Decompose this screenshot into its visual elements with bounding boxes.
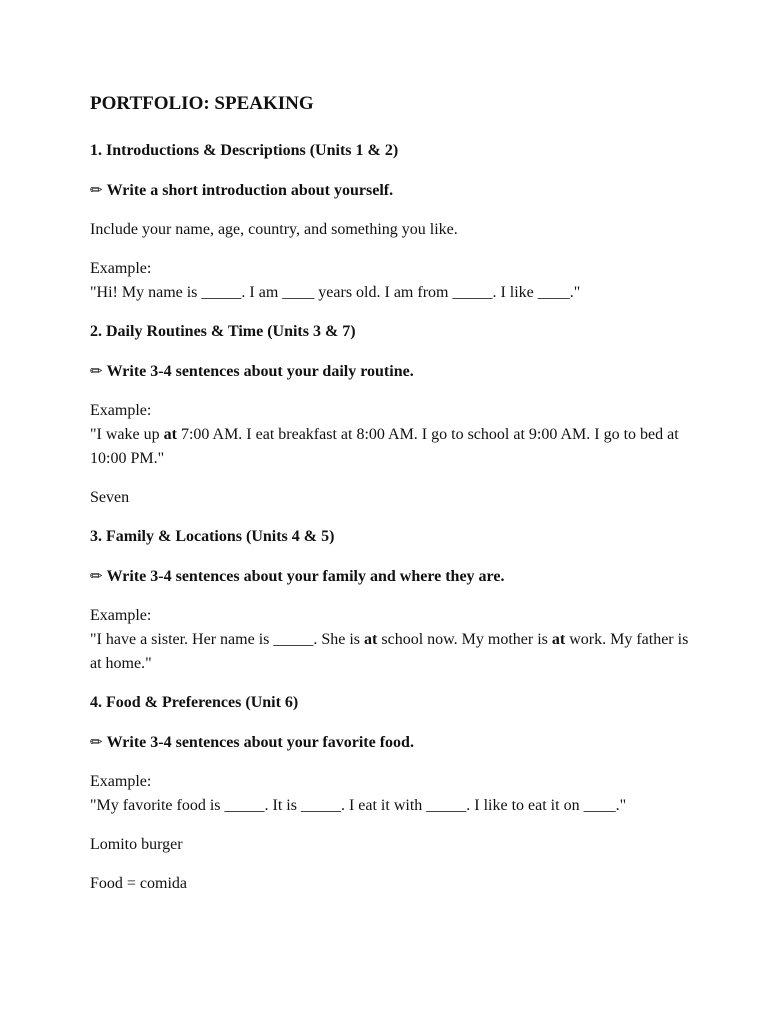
example-block xyxy=(90,257,690,305)
example-keyword: at xyxy=(551,631,566,648)
example-text xyxy=(90,423,690,471)
document-page xyxy=(90,92,690,911)
example-label: Example: xyxy=(90,402,152,419)
example-text: "Hi! My name is _____. I am ____ years old. I am from _____. I like ____." xyxy=(90,284,581,301)
section-heading: 4. Food & Preferences (Unit 6) xyxy=(90,694,299,711)
task-text: Write 3-4 sentences about your favorite food. xyxy=(106,734,414,751)
task-text: Write 3-4 sentences about your daily routine. xyxy=(106,363,414,380)
example-label: Example: xyxy=(90,260,152,277)
pencil-icon: ✏ xyxy=(90,181,103,199)
task-prompt xyxy=(90,178,690,203)
example-text-part: "I have a sister. Her name is _____. She is xyxy=(90,631,365,648)
example-block xyxy=(90,770,690,818)
example-label: Example: xyxy=(90,773,152,790)
example-keyword: at xyxy=(163,426,177,443)
example-text xyxy=(90,628,690,676)
section-heading: 1. Introductions & Descriptions (Units 1 & 2) xyxy=(90,142,399,159)
section-food-preferences xyxy=(90,691,690,896)
example-text-part: 7:00 AM. I eat breakfast at 8:00 AM. I go to school at 9:00 AM. I go to bed at 10:00 PM." xyxy=(90,426,679,467)
task-text: Write 3-4 sentences about your family and where they are. xyxy=(106,568,505,585)
instruction-text: Include your name, age, country, and something you like. xyxy=(90,221,458,238)
section-introductions xyxy=(90,139,690,305)
student-answer: Seven xyxy=(90,489,130,506)
example-label: Example: xyxy=(90,607,152,624)
example-text: "My favorite food is _____. It is _____. I eat it with _____. I like to eat it on ____." xyxy=(90,797,627,814)
example-text-part: work. My father is at home." xyxy=(90,631,689,672)
example-block xyxy=(90,399,690,471)
section-family-locations xyxy=(90,525,690,676)
pencil-icon: ✏ xyxy=(90,567,103,585)
pencil-icon: ✏ xyxy=(90,362,103,380)
student-answer: Food = comida xyxy=(90,875,188,892)
student-answer: Lomito burger xyxy=(90,836,183,853)
pencil-icon: ✏ xyxy=(90,733,103,751)
task-prompt xyxy=(90,359,690,384)
example-text-part: school now. My mother is xyxy=(377,631,552,648)
task-prompt xyxy=(90,564,690,589)
task-prompt xyxy=(90,730,690,755)
section-heading: 3. Family & Locations (Units 4 & 5) xyxy=(90,528,335,545)
example-text-part: "I wake up xyxy=(90,426,164,443)
example-keyword: at xyxy=(364,631,378,648)
task-text: Write a short introduction about yourself. xyxy=(106,182,394,199)
section-heading: 2. Daily Routines & Time (Units 3 & 7) xyxy=(90,323,356,340)
page-title: PORTFOLIO: SPEAKING xyxy=(90,93,314,114)
example-block xyxy=(90,604,690,676)
section-daily-routines xyxy=(90,320,690,510)
